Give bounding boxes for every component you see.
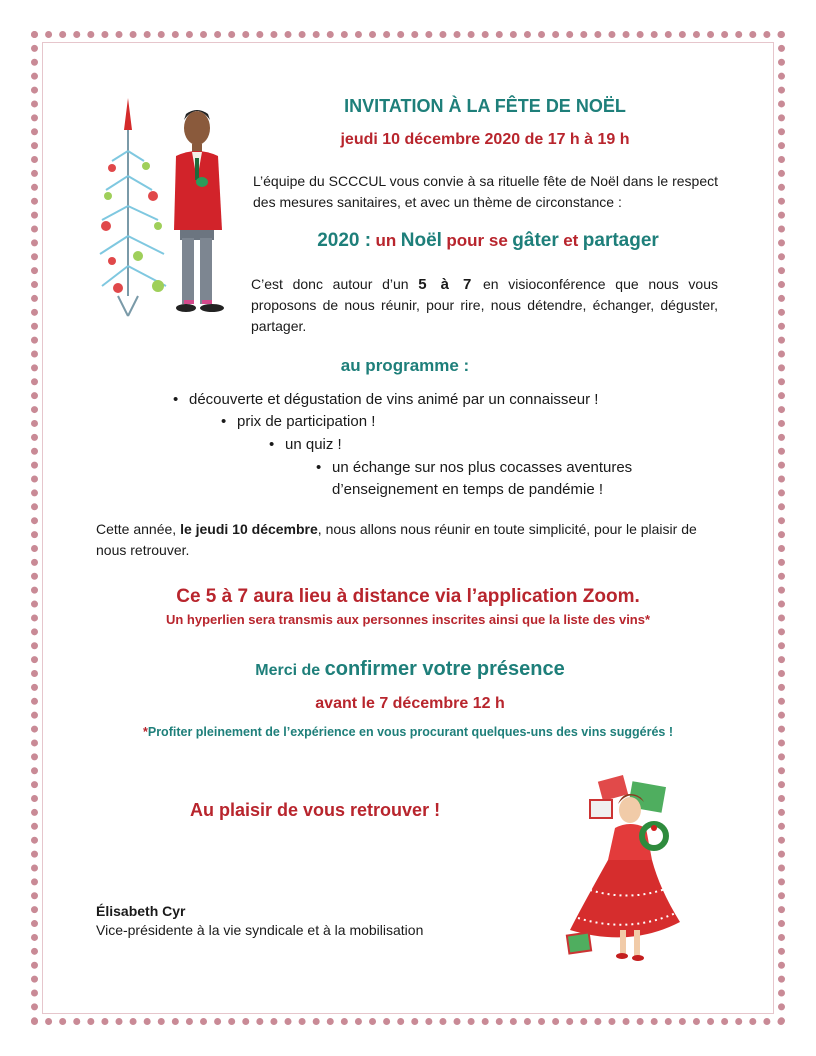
rsvp-confirm: confirmer votre présence	[324, 658, 565, 680]
theme-line	[248, 230, 728, 252]
closing-line: Au plaisir de vous retrouver !	[190, 800, 441, 820]
theme-word: Noël	[400, 230, 442, 251]
rsvp-deadline: avant le 7 décembre 12 h	[315, 695, 505, 712]
woman-with-gifts-illustration	[560, 770, 700, 966]
theme-word: gâter	[512, 230, 559, 251]
program-list	[316, 457, 686, 501]
wine-note	[96, 725, 720, 739]
event-date: jeudi 10 décembre 2020 de 17 h à 19 h	[340, 131, 630, 148]
rsvp-line	[180, 658, 640, 681]
year-highlight: le jeudi 10 décembre	[180, 521, 318, 537]
list-item: • un quiz !	[269, 434, 699, 456]
signature-role: Vice-présidente à la vie syndicale et à la mobilisation	[96, 922, 424, 938]
theme-word: et	[563, 231, 579, 250]
program-list	[221, 411, 701, 433]
note-text: Profiter pleinement de l’expérience en vous procurant quelques-uns des vins suggérés !	[147, 725, 673, 739]
theme-year: 2020 :	[317, 230, 372, 251]
invitation-title: INVITATION À LA FÊTE DE NOËL	[344, 96, 626, 116]
zoom-subtext: Un hyperlien sera transmis aux personnes inscrites ainsi que la liste des vins*	[165, 612, 651, 627]
intro-paragraph: L’équipe du SCCCUL vous convie à sa rituelle fête de Noël dans le respect des mesures sanitaires, et avec un thème de circonstance :	[253, 173, 718, 210]
list-item: • découverte et dégustation de vins animé par un connaisseur !	[173, 389, 693, 411]
program-title: au programme :	[340, 356, 470, 375]
program-list	[269, 434, 699, 456]
theme-word: pour se	[446, 231, 508, 250]
theme-word: partager	[582, 230, 659, 251]
note-star: *	[142, 725, 148, 739]
program-list	[173, 389, 693, 411]
year-text: Cette année,	[96, 521, 177, 537]
year-text: , nous allons nous réunir en toute simplicité, pour le plaisir de nous retrouver.	[96, 521, 697, 558]
visio-text: en visioconférence que nous vous proposons de nous réunir, pour rire, nous détendre, échanger, déguster, partager.	[251, 276, 719, 334]
list-item: • un échange sur nos plus cocasses aventures d’enseignement en temps de pandémie !	[316, 457, 686, 501]
visio-highlight: 5 à 7	[418, 276, 474, 293]
visio-text: C’est donc autour d’un	[251, 276, 409, 292]
year-paragraph	[96, 519, 720, 561]
man-in-red-jacket-illustration	[162, 100, 232, 316]
theme-word: un	[375, 231, 397, 250]
list-item: • prix de participation !	[221, 411, 701, 433]
zoom-announcement: Ce 5 à 7 aura lieu à distance via l’application Zoom.	[176, 586, 640, 607]
signature-name: Élisabeth Cyr	[96, 903, 186, 919]
rsvp-merci: Merci de	[255, 662, 321, 679]
visio-paragraph	[251, 274, 718, 337]
christmas-tree-illustration	[98, 96, 170, 318]
